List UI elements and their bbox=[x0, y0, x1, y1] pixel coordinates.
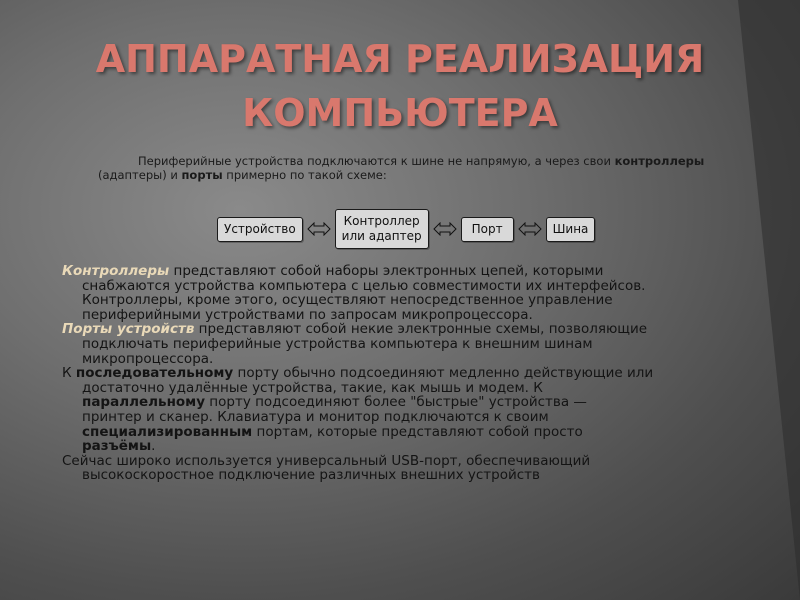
p3-line-2: достаточно удалённые устройства, такие, как мышь и модем. К bbox=[82, 379, 543, 396]
term-parallel: параллельному bbox=[82, 394, 206, 411]
p3-end: . bbox=[151, 438, 156, 455]
p2-line-3: микропроцессора. bbox=[82, 350, 214, 367]
p1-line-3: Контроллеры, кроме этого, осуществляют непосредственное управление bbox=[82, 292, 613, 309]
slide-title bbox=[60, 32, 740, 140]
intro-bold-ports: порты bbox=[181, 168, 223, 182]
intro-part-3: примерно по такой схеме: bbox=[222, 168, 387, 182]
p4-line-1: Сейчас широко используется универсальный USB-порт, обеспечивающий bbox=[62, 452, 591, 469]
p3-line-3-text: порту подсоединяют более "быстрые" устройства — bbox=[205, 394, 587, 411]
p3-line-5-text: портам, которые представляют собой просто bbox=[252, 423, 583, 440]
paragraph-serial-parallel bbox=[62, 366, 752, 454]
p2-line-2: подключать периферийные устройства компьютера к внешним шинам bbox=[82, 335, 593, 352]
term-serial: последовательному bbox=[75, 365, 234, 382]
intro-bold-controllers: контроллеры bbox=[614, 154, 705, 168]
p3-line-4: принтер и сканер. Клавиатура и монитор подключаются к своим bbox=[82, 408, 549, 425]
double-arrow-icon bbox=[307, 222, 331, 236]
p1-line-1: представляют собой наборы электронных цепей, которыми bbox=[169, 263, 604, 279]
intro-part-2: (адаптеры) и bbox=[98, 168, 182, 182]
p1-line-4: периферийными устройствами по запросам микропроцессора. bbox=[82, 306, 533, 323]
term-specialized: специализированным bbox=[82, 423, 253, 440]
diagram-box-controller bbox=[335, 209, 429, 249]
intro-text bbox=[98, 154, 718, 182]
intro-part-1: Периферийные устройства подключаются к шине не напрямую, а через свои bbox=[138, 154, 615, 168]
double-arrow-icon bbox=[518, 222, 542, 236]
diagram-box-port: Порт bbox=[461, 217, 514, 242]
p3-line-6 bbox=[62, 439, 752, 454]
paragraph-controllers bbox=[62, 264, 752, 322]
controller-line-2: или адаптер bbox=[341, 229, 422, 243]
double-arrow-icon bbox=[433, 222, 457, 236]
p4-line-2: высокоскоростное подключение различных внешних устройств bbox=[82, 467, 540, 484]
title-line-1: АППАРАТНАЯ РЕАЛИЗАЦИЯ bbox=[95, 37, 705, 81]
term-connectors: разъёмы bbox=[82, 438, 152, 455]
diagram-box-device: Устройство bbox=[217, 217, 303, 242]
paragraph-ports bbox=[62, 322, 752, 366]
paragraph-usb bbox=[62, 454, 752, 483]
diagram-box-bus: Шина bbox=[546, 217, 596, 242]
controller-line-1: Контроллер bbox=[343, 214, 420, 228]
body-text bbox=[62, 264, 752, 483]
p3-line-3 bbox=[62, 395, 752, 410]
term-controllers: Контроллеры bbox=[62, 263, 170, 279]
p2-line-1: представляют собой некие электронные схемы, позволяющие bbox=[194, 321, 648, 338]
term-ports: Порты устройств bbox=[62, 321, 195, 338]
p3-prefix: К bbox=[62, 365, 76, 382]
title-line-2: КОМПЬЮТЕРА bbox=[242, 91, 558, 135]
p3-line-5 bbox=[62, 425, 752, 440]
p3-line-1: порту обычно подсоединяют медленно действующие или bbox=[233, 365, 654, 382]
connection-diagram bbox=[217, 209, 595, 249]
p1-line-2: снабжаются устройства компьютера с целью совместимости их интерфейсов. bbox=[82, 277, 646, 294]
